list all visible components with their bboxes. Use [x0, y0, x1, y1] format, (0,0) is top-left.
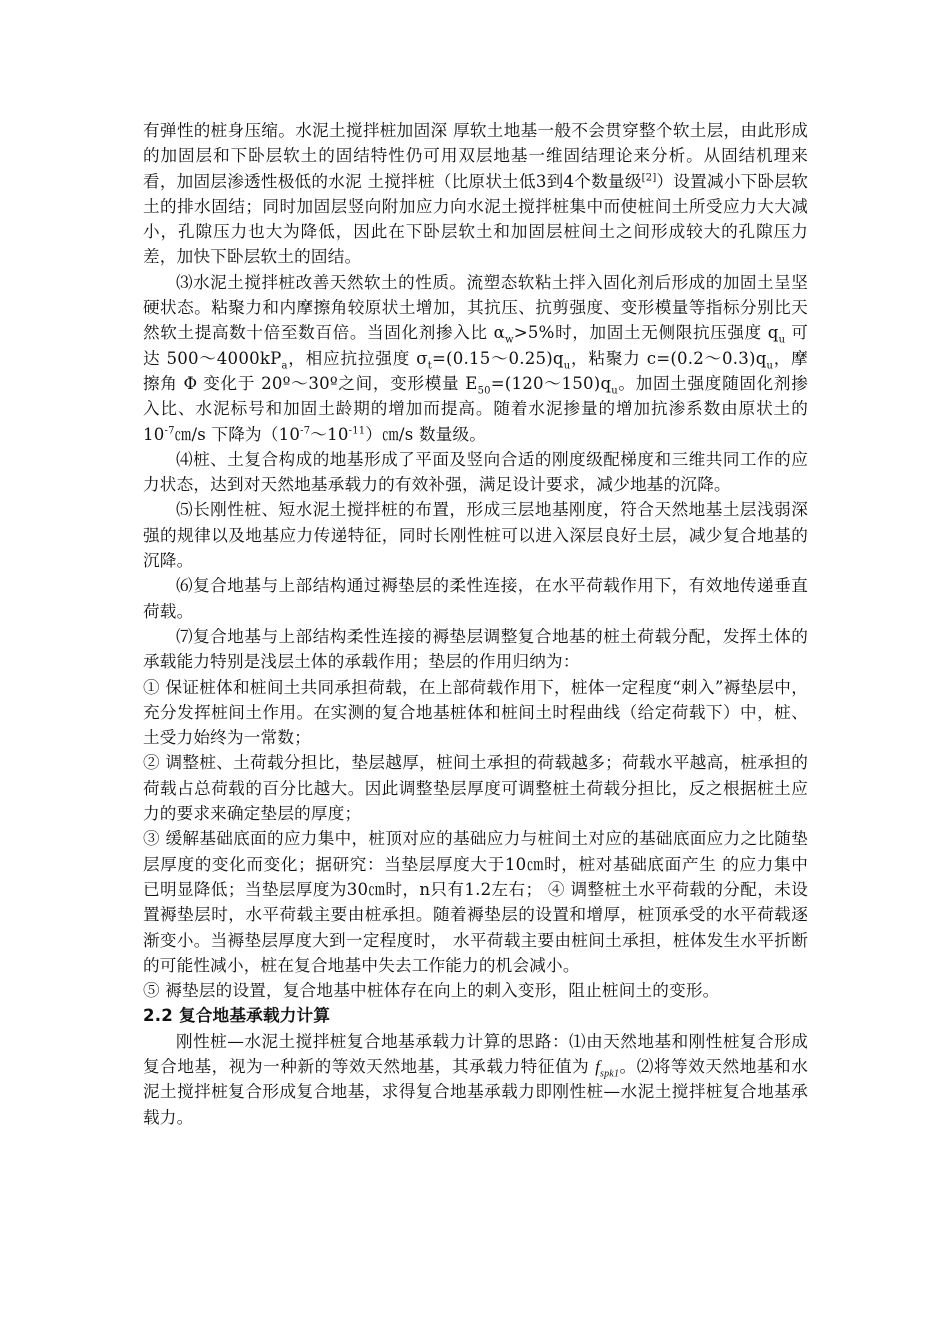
paragraph-flexible-connection: ⑹复合地基与上部结构通过褥垫层的柔性连接，在水平荷载作用下，有效地传递垂直荷载。	[143, 576, 808, 621]
list-item: ① 保证桩体和桩间土共同承担荷载，在上部荷载作用下，桩体一定程度“刺入”褥垫层中，充分发挥桩间土作用。在实测的复合地基桩体和桩间土时程曲线（给定荷载下）中，桩、土受力始终为一常数；	[143, 677, 808, 748]
list-item: ③ 缓解基础底面的应力集中，桩顶对应的基础应力与桩间土对应的基础底面应力之比随垫层厚度的变化而变化；据研究：当垫层厚度大于10㎝时，桩对基础底面产生 的应力集中已明显降低；当垫层厚度为30㎝时，n只有1.2左右； ④ 调整桩土水平荷载的分配，未设置褥垫层时，水平荷载主要由桩承担。随着褥垫层的设置和增厚，桩顶承受的水平荷载逐渐变小。当褥垫层厚度大到一定程度时， 水平荷载主要由桩间土承担，桩体发生水平折断的可能性减小，桩在复合地基中失去工作能力的机会减小。	[143, 829, 808, 975]
section-heading: 2.2 复合地基承载力计算	[143, 1006, 331, 1026]
paragraph-stiffness-gradient: ⑷桩、土复合构成的地基形成了平面及竖向合适的刚度级配梯度和三维共同工作的应力状态，达到对天然地基承载力的有效补强，满足设计要求，减少地基的沉降。	[143, 449, 808, 495]
paragraph-bearing-capacity: 刚性桩—水泥土搅拌桩复合地基承载力计算的思路：⑴由天然地基和刚性桩复合形成复合地基，视为一种新的等效天然地基，其承载力特征值为 $f_{spk1}$。⑵将等效天然地基和水泥土搅拌桩复合形成复合地基，求得复合地基承载力即刚性桩—水泥土搅拌桩复合地基承载力。	[143, 1031, 808, 1127]
citation-ref: [2]	[641, 172, 657, 184]
paragraph-cushion-layer: ⑺复合地基与上部结构柔性连接的褥垫层调整复合地基的桩土荷载分配，发挥土体的承载能力特别是浅层土体的承载作用；垫层的作用归纳为：	[143, 626, 808, 672]
document-page	[143, 118, 808, 1130]
paragraph-consolidation: 有弹性的桩身压缩。水泥土搅拌桩加固深 厚软土地基一般不会贯穿整个软土层，由此形成的加固层和下卧层软土的固结特性仍可用双层地基一维固结理论来分析。从固结机理来看，加固层渗透性极低的水泥 土搅拌桩（比原状土低3到4个数量级[2]）设置减小下卧层软土的排水固结；同时加固层竖向附加应力向水泥土搅拌桩集中而使桩间土所受应力大大减小，孔隙压力也大为降低，因此在下卧层软土和加固层桩间土之间形成较大的孔隙压力差，加快下卧层软土的固结。	[143, 121, 808, 267]
list-item: ⑤ 褥垫层的设置，复合地基中桩体存在向上的刺入变形，阻止桩间土的变形。	[143, 981, 720, 1001]
paragraph-soil-properties: ⑶水泥土搅拌桩改善天然软土的性质。流塑态软粘土拌入固化剂后形成的加固土呈坚硬状态。粘聚力和内摩擦角较原状土增加，其抗压、抗剪强度、变形模量等指标分别比天然软土提高数十倍至数百倍。当固化剂掺入比 $\alpha_w>5\%$时，加固土无侧限抗压强度 $q_u$ 可达 $500\sim 4000kP_a$，相应抗拉强度 $\sigma_t=(0.15\sim 0.25)q_u$，粘聚力 $c=(0.2\sim 0.3)q_u$，摩擦角 Φ 变化于 20º～30º之间，变形模量 $E_{50}=(120\sim 150)q_u$。加固土强度随固化剂掺入比、水泥标号和加固土龄期的增加而提高。随着水泥掺量的增加抗渗系数由原状土的 $10^{-7}㎝/s$ 下降为$(10^{-7}\sim 10^{-11})㎝/s$ 数量级。	[143, 272, 808, 444]
math-symbol: f	[595, 1056, 601, 1076]
paragraph-pile-layout: ⑸长刚性桩、短水泥土搅拌桩的布置，形成三层地基刚度，符合天然地基土层浅弱深强的规律以及地基应力传递特征，同时长刚性桩可以进入深层良好土层，减少复合地基的沉降。	[143, 500, 808, 571]
list-item: ② 调整桩、土荷载分担比，垫层越厚，桩间土承担的荷载越多；荷载水平越高，桩承担的荷载占总荷载的百分比越大。因此调整垫层厚度可调整桩土荷载分担比，反之根据桩土应力的要求来确定垫层的厚度；	[143, 753, 808, 824]
